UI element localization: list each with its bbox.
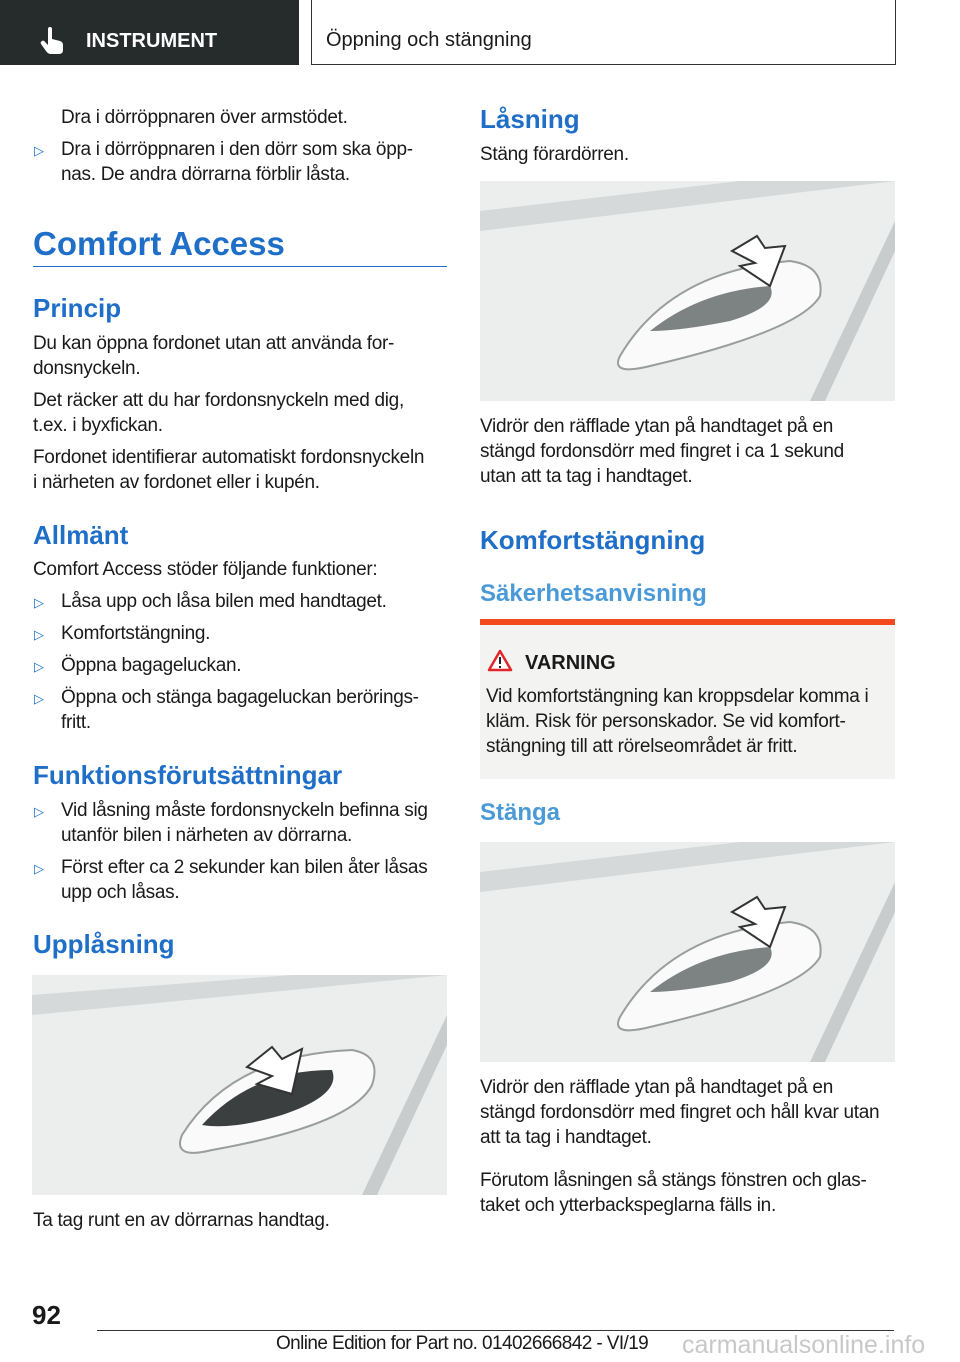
heading-sakerhetsanvisning: Säkerhetsanvisning [480, 580, 707, 607]
heading-lasning: Låsning [480, 104, 580, 134]
bullet-icon: ▷ [34, 595, 44, 610]
paragraph: Det räcker att du har fordonsnyckeln med dig, t.ex. i byxfickan. [33, 390, 404, 436]
hand-pointer-icon [40, 27, 66, 55]
intro-bullet: Dra i dörröppnaren i den dörr som ska öpp- nas. De andra dörrarna förblir låsta. [61, 139, 413, 185]
door-handle-grip-image [32, 975, 447, 1195]
title-rule [33, 266, 447, 267]
page-title: Comfort Access [33, 225, 285, 262]
bullet-icon: ▷ [34, 691, 44, 706]
warning-title: VARNING [525, 652, 616, 674]
paragraph: Du kan öppna fordonet utan att använda for- donsnyckeln. [33, 333, 395, 379]
heading-allmant: Allmänt [33, 520, 129, 550]
heading-princip: Princip [33, 293, 122, 323]
paragraph: Comfort Access stöder följande funktioner: [33, 559, 378, 580]
bullet-icon: ▷ [34, 861, 44, 876]
heading-komfortstangning: Komfortstängning [480, 525, 706, 555]
door-handle-lock-image [480, 181, 895, 401]
paragraph: Förutom låsningen så stängs fönstren och glas- taket och ytterbackspeglarna fälls in. [480, 1170, 867, 1216]
heading-stanga: Stänga [480, 799, 561, 826]
chapter-label: Öppning och stängning [326, 29, 532, 51]
list-item: Låsa upp och låsa bilen med handtaget. [61, 591, 387, 612]
caption: Vidrör den räfflade ytan på handtaget på en stängd fordonsdörr med fingret och håll kvar utan att ta tag i handtaget. [480, 1077, 880, 1148]
list-item: Först efter ca 2 sekunder kan bilen åter låsas upp och låsas. [61, 857, 428, 903]
chapter-tab [311, 0, 896, 65]
intro-text: Dra i dörröppnaren över armstödet. [61, 107, 348, 128]
bullet-icon: ▷ [34, 659, 44, 674]
section-tab [0, 0, 299, 65]
watermark: carmanualsonline.info [682, 1331, 926, 1359]
bullet-icon: ▷ [34, 627, 44, 642]
bullet-icon: ▷ [34, 804, 44, 819]
warning-text: Vid komfortstängning kan kroppsdelar komma i kläm. Risk för personskador. Se vid komfort- stängning till att rörelseområdet är fritt. [486, 686, 869, 757]
warning-box [480, 619, 895, 779]
caption: Vidrör den räfflade ytan på handtaget på en stängd fordonsdörr med fingret i ca 1 sekund utan att ta tag i handtaget. [480, 416, 844, 487]
list-item: Öppna och stänga bagageluckan berörings- fritt. [61, 687, 419, 733]
list-item: Öppna bagageluckan. [61, 655, 242, 676]
heading-upplasning: Upplåsning [33, 929, 175, 959]
page-number: 92 [32, 1300, 61, 1330]
list-item: Vid låsning måste fordonsnyckeln befinna sig utanför bilen i närheten av dörrarna. [61, 800, 428, 846]
paragraph: Fordonet identifierar automatiskt fordonsnyckeln i närheten av fordonet eller i kupén. [33, 447, 425, 493]
heading-funktionsforutsattningar: Funktionsförutsättningar [33, 760, 343, 790]
paragraph: Stäng förardörren. [480, 144, 629, 165]
caption: Ta tag runt en av dörrarnas handtag. [33, 1210, 330, 1231]
bullet-icon: ▷ [34, 143, 44, 158]
door-handle-close-image [480, 842, 895, 1062]
section-label: INSTRUMENT [86, 30, 218, 52]
list-item: Komfortstängning. [61, 623, 211, 644]
edition-text: Online Edition for Part no. 01402666842 - VI/19 [276, 1333, 649, 1354]
warning-triangle-icon [487, 649, 513, 672]
